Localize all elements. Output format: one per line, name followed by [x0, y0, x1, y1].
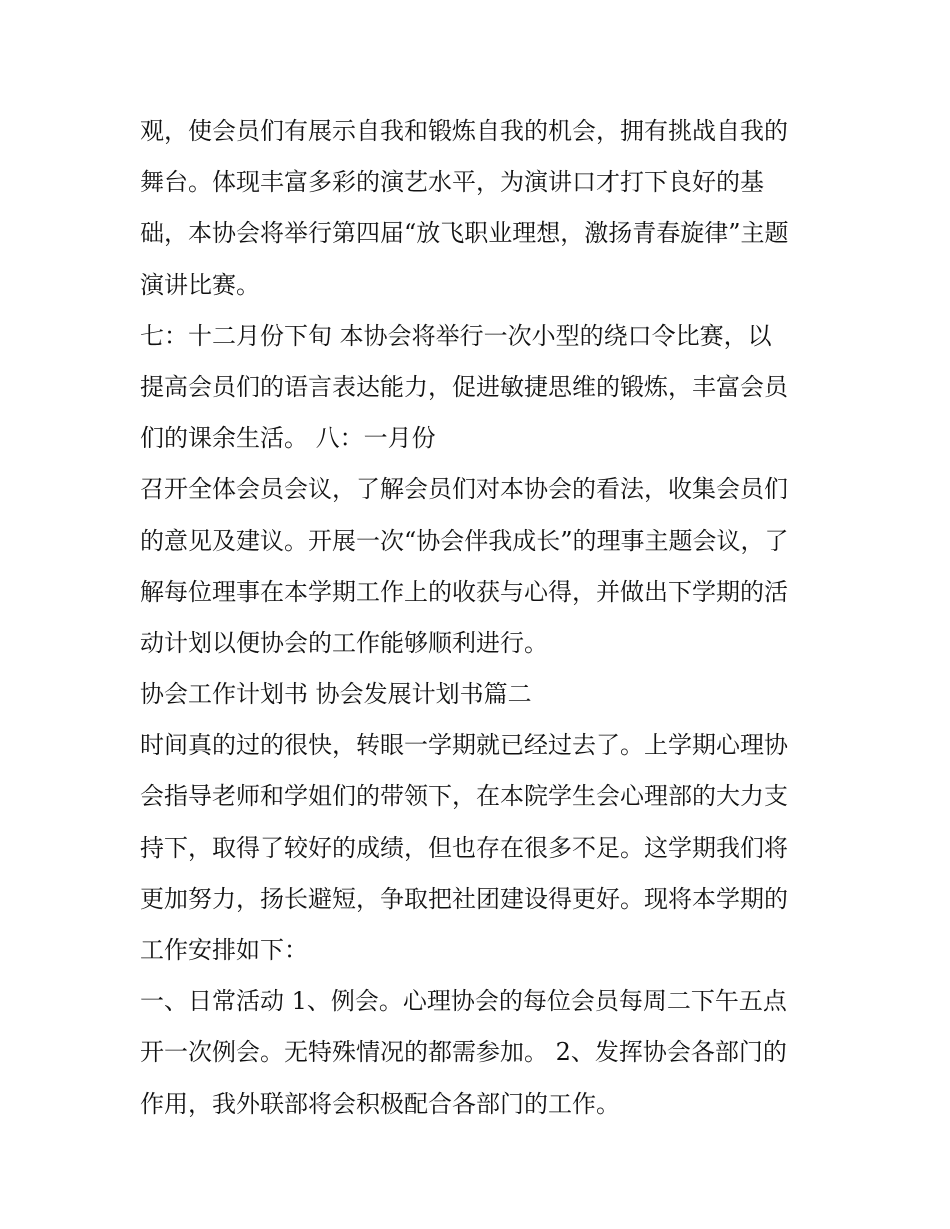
text-line: 更加努力，扬长避短，争取把社团建设得更好。现将本学期的	[140, 884, 788, 913]
text-line: 开一次例会。无特殊情况的都需参加。 2、发挥协会各部门的	[140, 1038, 787, 1067]
text-line: 观，使会员们有展示自我和锻炼自我的机会，拥有挑战自我的	[140, 117, 788, 145]
text-line: 解每位理事在本学期工作上的收获与心得，并做出下学期的活	[140, 577, 788, 606]
text-line: 时间真的过的很快，转眼一学期就已经过去了。上学期心理协	[140, 731, 788, 760]
text-line: 七：十二月份下旬 本协会将举行一次小型的绕口令比赛，以	[140, 321, 772, 350]
text-line: 们的课余生活。 八：一月份	[140, 424, 436, 453]
text-line: 提高会员们的语言表达能力，促进敏捷思维的锻炼，丰富会员	[140, 372, 788, 401]
text-line: 的意见及建议。开展一次“协会伴我成长”的理事主题会议，了	[140, 526, 789, 555]
section-heading: 协会工作计划书 协会发展计划书篇二	[140, 680, 532, 709]
text-line: 演讲比赛。	[140, 270, 260, 299]
document-body	[140, 106, 820, 1130]
text-line: 动计划以便协会的工作能够顺利进行。	[140, 628, 548, 657]
text-line: 会指导老师和学姐们的带领下，在本院学生会心理部的大力支	[140, 782, 788, 811]
text-line: 召开全体会员会议，了解会员们对本协会的看法，收集会员们	[140, 475, 788, 504]
text-line: 一、日常活动 1、例会。心理协会的每位会员每周二下午五点	[140, 987, 787, 1016]
text-line: 工作安排如下：	[140, 936, 308, 964]
text-line: 础，本协会将举行第四届“放飞职业理想，激扬青春旋律”主题	[140, 219, 789, 248]
text-line: 持下，取得了较好的成绩，但也存在很多不足。这学期我们将	[140, 833, 788, 862]
text-line: 作用，我外联部将会积极配合各部门的工作。	[140, 1089, 620, 1118]
text-line: 舞台。体现丰富多彩的演艺水平，为演讲口才打下良好的基	[140, 168, 764, 197]
